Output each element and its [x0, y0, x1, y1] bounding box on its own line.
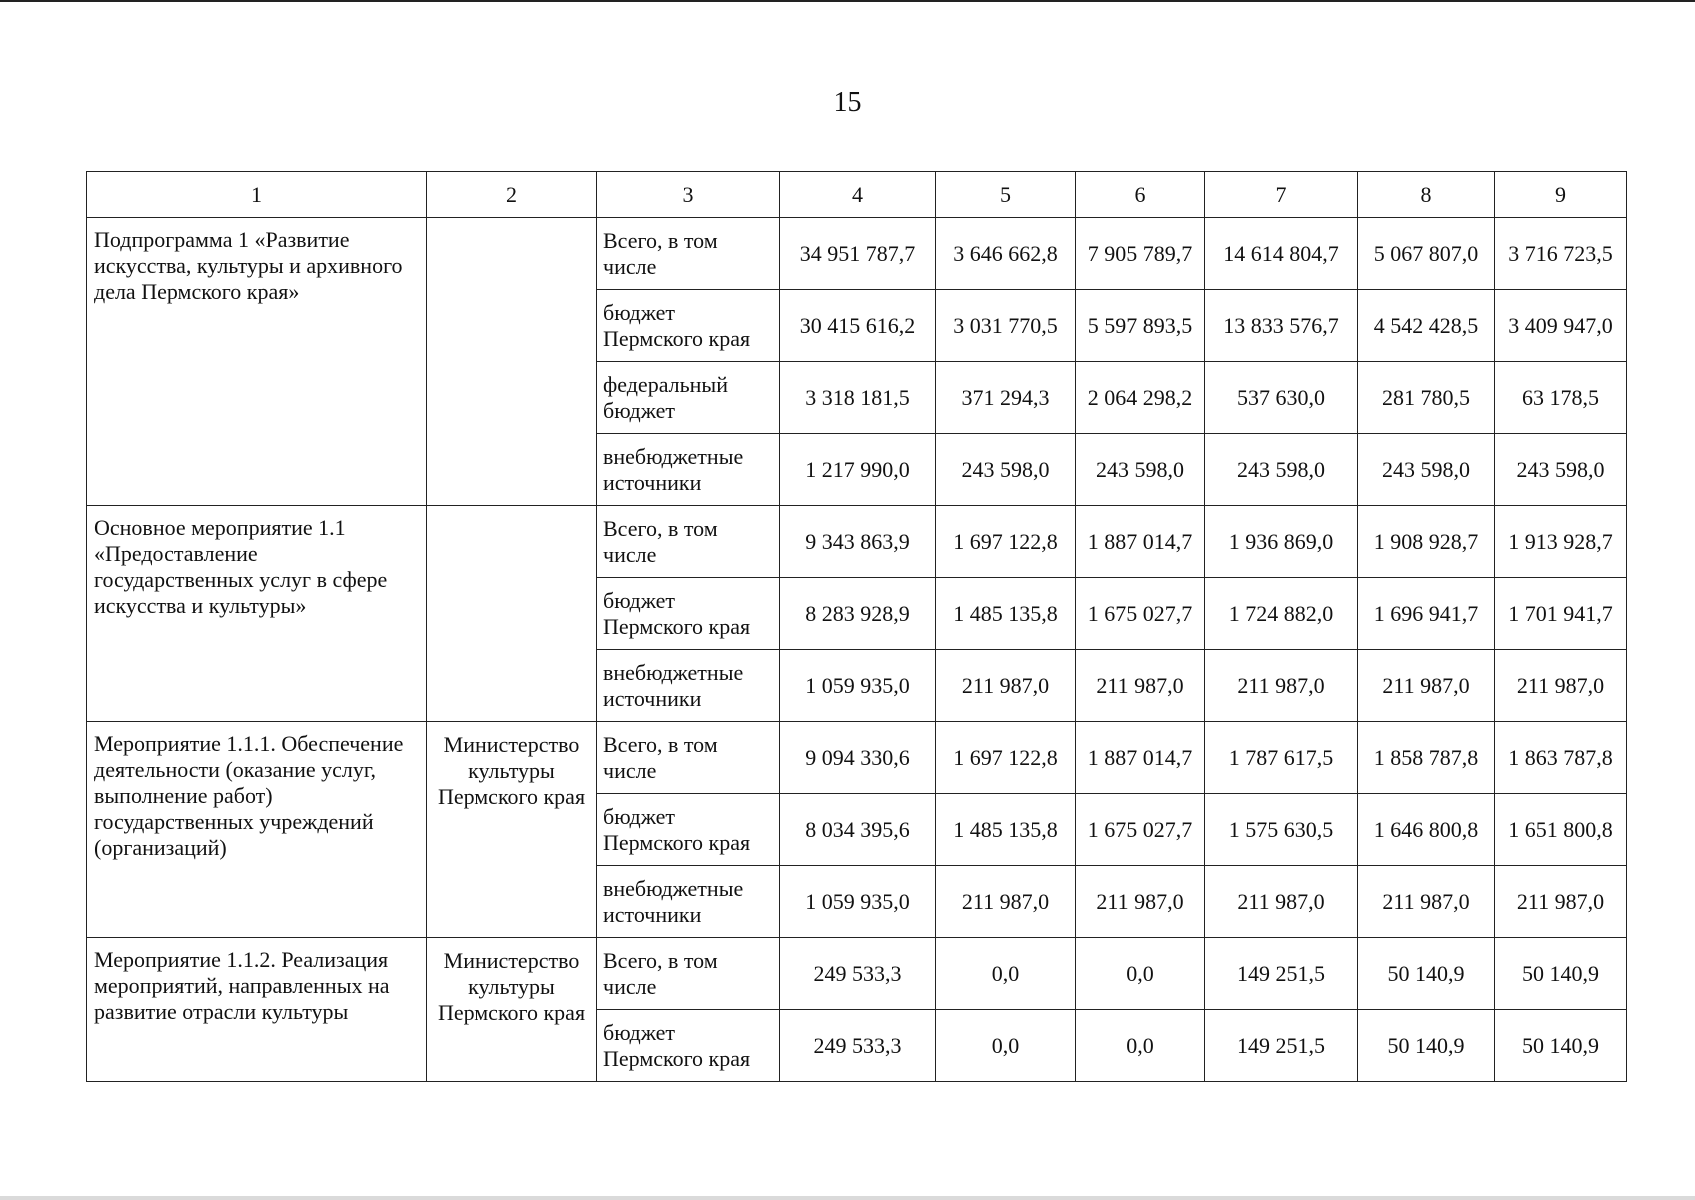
funding-source-cell: бюджет Пермского края — [597, 794, 780, 866]
amount-cell: 0,0 — [1076, 938, 1205, 1010]
amount-cell: 1 787 617,5 — [1205, 722, 1358, 794]
amount-cell: 1 701 941,7 — [1495, 578, 1627, 650]
column-header: 5 — [936, 172, 1076, 218]
amount-cell: 1 575 630,5 — [1205, 794, 1358, 866]
amount-cell: 249 533,3 — [780, 1010, 936, 1082]
page-number: 15 — [833, 87, 862, 118]
amount-cell: 3 716 723,5 — [1495, 218, 1627, 290]
program-name-cell: Подпрограмма 1 «Развитие искусства, культуры и архивного дела Пермского края» — [87, 218, 427, 506]
funding-source-cell: бюджет Пермского края — [597, 290, 780, 362]
amount-cell: 243 598,0 — [1495, 434, 1627, 506]
amount-cell: 211 987,0 — [936, 866, 1076, 938]
amount-cell: 1 858 787,8 — [1358, 722, 1495, 794]
amount-cell: 0,0 — [936, 938, 1076, 1010]
amount-cell: 0,0 — [1076, 1010, 1205, 1082]
column-number-row — [87, 172, 1627, 218]
amount-cell: 249 533,3 — [780, 938, 936, 1010]
column-header: 3 — [597, 172, 780, 218]
amount-cell: 1 908 928,7 — [1358, 506, 1495, 578]
amount-cell: 3 646 662,8 — [936, 218, 1076, 290]
executor-cell — [427, 218, 597, 506]
amount-cell: 211 987,0 — [1205, 650, 1358, 722]
table-row — [87, 938, 1627, 1010]
amount-cell: 1 696 941,7 — [1358, 578, 1495, 650]
amount-cell: 2 064 298,2 — [1076, 362, 1205, 434]
amount-cell: 1 217 990,0 — [780, 434, 936, 506]
amount-cell: 1 936 869,0 — [1205, 506, 1358, 578]
amount-cell: 211 987,0 — [1205, 866, 1358, 938]
amount-cell: 13 833 576,7 — [1205, 290, 1358, 362]
amount-cell: 149 251,5 — [1205, 938, 1358, 1010]
budget-table-body — [87, 172, 1627, 1082]
amount-cell: 34 951 787,7 — [780, 218, 936, 290]
amount-cell: 243 598,0 — [1358, 434, 1495, 506]
program-name-cell: Основное мероприятие 1.1 «Предоставление государственных услуг в сфере искусства и культуры» — [87, 506, 427, 722]
amount-cell: 3 031 770,5 — [936, 290, 1076, 362]
amount-cell: 1 485 135,8 — [936, 794, 1076, 866]
executor-cell: Министерство культуры Пермского края — [427, 938, 597, 1082]
amount-cell: 1 059 935,0 — [780, 650, 936, 722]
amount-cell: 211 987,0 — [1495, 650, 1627, 722]
amount-cell: 50 140,9 — [1358, 938, 1495, 1010]
column-header: 8 — [1358, 172, 1495, 218]
amount-cell: 211 987,0 — [1076, 650, 1205, 722]
funding-source-cell: Всего, в том числе — [597, 722, 780, 794]
amount-cell: 9 343 863,9 — [780, 506, 936, 578]
funding-source-cell: Всего, в том числе — [597, 506, 780, 578]
amount-cell: 3 409 947,0 — [1495, 290, 1627, 362]
amount-cell: 14 614 804,7 — [1205, 218, 1358, 290]
column-header: 4 — [780, 172, 936, 218]
table-row — [87, 218, 1627, 290]
amount-cell: 1 887 014,7 — [1076, 722, 1205, 794]
column-header: 2 — [427, 172, 597, 218]
amount-cell: 243 598,0 — [936, 434, 1076, 506]
column-header: 7 — [1205, 172, 1358, 218]
funding-source-cell: федеральный бюджет — [597, 362, 780, 434]
amount-cell: 1 485 135,8 — [936, 578, 1076, 650]
table-row — [87, 722, 1627, 794]
column-header: 9 — [1495, 172, 1627, 218]
amount-cell: 1 887 014,7 — [1076, 506, 1205, 578]
amount-cell: 30 415 616,2 — [780, 290, 936, 362]
amount-cell: 63 178,5 — [1495, 362, 1627, 434]
amount-cell: 371 294,3 — [936, 362, 1076, 434]
amount-cell: 7 905 789,7 — [1076, 218, 1205, 290]
column-header: 1 — [87, 172, 427, 218]
funding-source-cell: внебюджетные источники — [597, 434, 780, 506]
amount-cell: 0,0 — [936, 1010, 1076, 1082]
funding-source-cell: Всего, в том числе — [597, 938, 780, 1010]
amount-cell: 4 542 428,5 — [1358, 290, 1495, 362]
funding-source-cell: внебюджетные источники — [597, 866, 780, 938]
amount-cell: 8 034 395,6 — [780, 794, 936, 866]
funding-source-cell: Всего, в том числе — [597, 218, 780, 290]
amount-cell: 1 675 027,7 — [1076, 578, 1205, 650]
amount-cell: 281 780,5 — [1358, 362, 1495, 434]
amount-cell: 50 140,9 — [1358, 1010, 1495, 1082]
amount-cell: 211 987,0 — [1076, 866, 1205, 938]
funding-source-cell: бюджет Пермского края — [597, 1010, 780, 1082]
amount-cell: 50 140,9 — [1495, 1010, 1627, 1082]
program-name-cell: Мероприятие 1.1.2. Реализация мероприятий, направленных на развитие отрасли культуры — [87, 938, 427, 1082]
amount-cell: 211 987,0 — [1358, 866, 1495, 938]
amount-cell: 1 697 122,8 — [936, 506, 1076, 578]
amount-cell: 1 646 800,8 — [1358, 794, 1495, 866]
amount-cell: 1 651 800,8 — [1495, 794, 1627, 866]
amount-cell: 8 283 928,9 — [780, 578, 936, 650]
amount-cell: 211 987,0 — [1358, 650, 1495, 722]
amount-cell: 149 251,5 — [1205, 1010, 1358, 1082]
funding-source-cell: бюджет Пермского края — [597, 578, 780, 650]
amount-cell: 1 863 787,8 — [1495, 722, 1627, 794]
executor-cell — [427, 506, 597, 722]
column-header: 6 — [1076, 172, 1205, 218]
amount-cell: 1 059 935,0 — [780, 866, 936, 938]
scan-bottom-edge — [0, 1196, 1695, 1200]
executor-cell: Министерство культуры Пермского края — [427, 722, 597, 938]
amount-cell: 211 987,0 — [1495, 866, 1627, 938]
amount-cell: 5 597 893,5 — [1076, 290, 1205, 362]
funding-source-cell: внебюджетные источники — [597, 650, 780, 722]
amount-cell: 3 318 181,5 — [780, 362, 936, 434]
budget-table — [86, 171, 1627, 1082]
amount-cell: 9 094 330,6 — [780, 722, 936, 794]
amount-cell: 50 140,9 — [1495, 938, 1627, 1010]
amount-cell: 1 913 928,7 — [1495, 506, 1627, 578]
amount-cell: 1 724 882,0 — [1205, 578, 1358, 650]
table-row — [87, 506, 1627, 578]
amount-cell: 243 598,0 — [1205, 434, 1358, 506]
amount-cell: 1 697 122,8 — [936, 722, 1076, 794]
scan-top-edge — [0, 0, 1695, 2]
amount-cell: 211 987,0 — [936, 650, 1076, 722]
amount-cell: 537 630,0 — [1205, 362, 1358, 434]
amount-cell: 1 675 027,7 — [1076, 794, 1205, 866]
amount-cell: 243 598,0 — [1076, 434, 1205, 506]
amount-cell: 5 067 807,0 — [1358, 218, 1495, 290]
program-name-cell: Мероприятие 1.1.1. Обеспечение деятельности (оказание услуг, выполнение работ) государственных учреждений (организаций) — [87, 722, 427, 938]
